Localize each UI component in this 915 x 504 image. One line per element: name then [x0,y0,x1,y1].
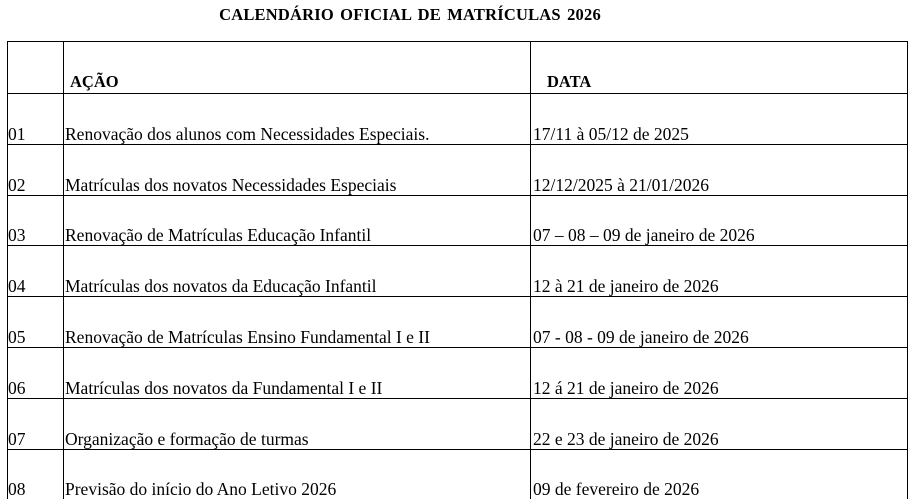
table-row [8,94,908,145]
column-header-action: AÇÃO [64,42,531,94]
row-date: 09 de fevereiro de 2026 [531,449,908,499]
row-action: Matrículas dos novatos da Educação Infantil [64,246,531,297]
row-number: 02 [8,144,64,195]
table-row [8,449,908,499]
row-number: 05 [8,297,64,348]
row-action: Renovação de Matrículas Ensino Fundamental I e II [64,297,531,348]
row-number: 07 [8,398,64,449]
row-date: 12 à 21 de janeiro de 2026 [531,246,908,297]
row-number: 03 [8,195,64,246]
table-row [8,398,908,449]
row-action: Matrículas dos novatos Necessidades Especiais [64,144,531,195]
table-row [8,144,908,195]
row-date: 17/11 à 05/12 de 2025 [531,94,908,145]
table-header-row [8,42,908,94]
row-date: 12 á 21 de janeiro de 2026 [531,347,908,398]
table-row [8,297,908,348]
row-action: Renovação de Matrículas Educação Infantil [64,195,531,246]
row-number: 01 [8,94,64,145]
row-action: Organização e formação de turmas [64,398,531,449]
row-number: 08 [8,449,64,499]
column-header-number [8,42,64,94]
row-action: Previsão do início do Ano Letivo 2026 [64,449,531,499]
row-date: 12/12/2025 à 21/01/2026 [531,144,908,195]
page-title: CALENDÁRIO OFICIAL DE MATRÍCULAS 2026 [219,5,601,24]
table-row [8,347,908,398]
row-date: 07 – 08 – 09 de janeiro de 2026 [531,195,908,246]
row-action: Matrículas dos novatos da Fundamental I e II [64,347,531,398]
row-date: 07 - 08 - 09 de janeiro de 2026 [531,297,908,348]
column-header-date: DATA [531,42,908,94]
table-row [8,246,908,297]
row-number: 06 [8,347,64,398]
table-row [8,195,908,246]
row-number: 04 [8,246,64,297]
row-date: 22 e 23 de janeiro de 2026 [531,398,908,449]
row-action: Renovação dos alunos com Necessidades Especiais. [64,94,531,145]
enrollment-calendar-table [7,41,908,499]
